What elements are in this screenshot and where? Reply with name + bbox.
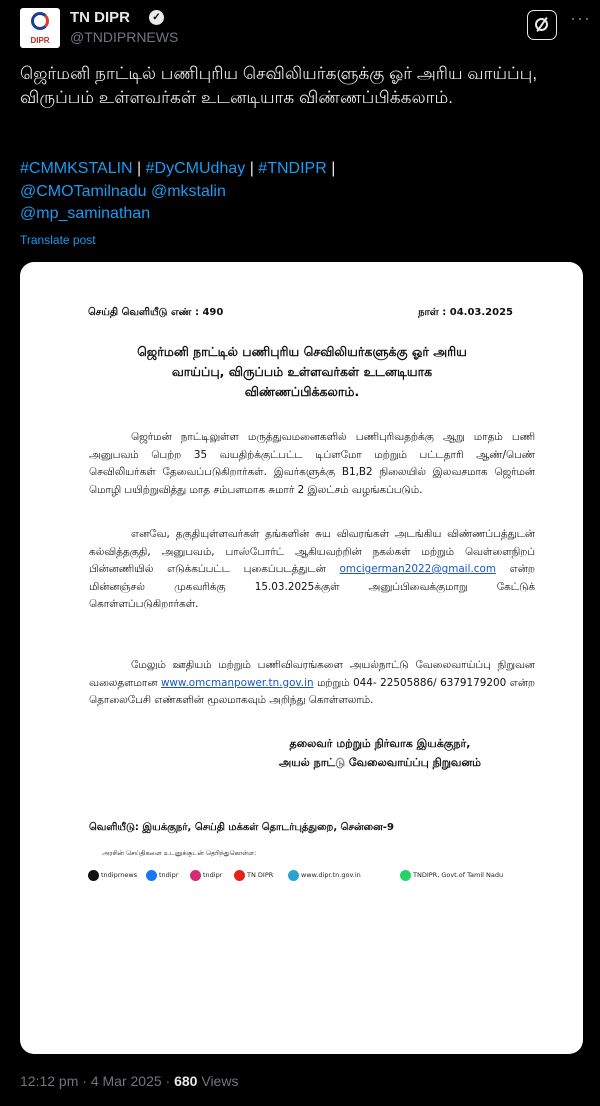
social-label: TNDIPR, Govt.of Tamil Nadu [413, 871, 504, 879]
separator: | [326, 160, 336, 177]
paragraph-text: ஜெர்மன் நாட்டிலுள்ள மருத்துவமனைகளில் பணிபுரிவதற்க்கு ஆறு மாதம் பணி அனுபவம் பெற்ற 35 வயதிற்க்குட்பட்ட டிப்ளமோ மற்றும் பட்டதாரி ஆண்/பெண் செவிலியர்கள் தேவைப்படுகிறார்கள். இவர்களுக்கு B1,B2 நிலையில் இலவசமாக ஜெர்மன் மொழி பயிற்றுவித்து மாத சம்பளமாக சுமார் 2 இலட்சம் வழங்கப்படும். [89, 431, 535, 496]
views-label: Views [197, 1073, 239, 1089]
title-line: ஜெர்மனி நாட்டில் பணிபுரிய செவிலியர்களுக்கு ஓர் அரிய [137, 344, 467, 359]
paragraph-3 [89, 657, 535, 710]
views-count: 680 [174, 1073, 198, 1089]
title-line: விண்ணப்பிக்கலாம். [244, 384, 360, 399]
social-x [88, 867, 137, 883]
email-link: omcigerman2022@gmail.com [339, 563, 496, 575]
author-handle[interactable]: @TNDIPRNEWS [70, 29, 179, 45]
paragraph-text: மற்றும் 044- 22505886/ 6379179200 என்ற தொலைபேசி எண்களின் மூலமாகவும் அறிந்து கொள்ளலாம். [89, 676, 535, 706]
paragraph-text: என்ற மின்னஞ்சல் முகவரிக்கு 15.03.2025க்குள் அனுப்பிவைக்குமாறு கேட்டுக் கொள்ளப்படுகிறார்கள். [89, 563, 536, 610]
post-meta [20, 1073, 238, 1089]
dipr-logo-icon [31, 12, 49, 30]
social-youtube [234, 867, 273, 883]
social-label: www.dipr.tn.gov.in [301, 871, 361, 879]
separator: | [132, 160, 146, 177]
hashtag-dycmudhay[interactable]: #DyCMUdhay [145, 160, 246, 177]
whatsapp-icon [400, 870, 411, 881]
document-title [92, 342, 512, 402]
translate-post-link[interactable]: Translate post [20, 233, 96, 247]
hashtag-cmmkstalin[interactable]: #CMMKSTALIN [20, 160, 133, 177]
post-image[interactable] [20, 262, 583, 1054]
instagram-icon [190, 870, 201, 881]
separator: | [245, 160, 259, 177]
press-release-document [20, 262, 583, 1054]
post-header [20, 6, 591, 50]
globe-icon [288, 870, 299, 881]
grok-button[interactable] [527, 10, 557, 40]
mention-mkstalin[interactable]: @mkstalin [150, 182, 226, 200]
social-label: tndipr [203, 871, 223, 879]
signature-line: தலைவர் மற்றும் நிர்வாக இயக்குநர், [289, 737, 471, 750]
author-name[interactable]: TN DIPR [70, 9, 130, 26]
social-label: tndiprnews [101, 871, 138, 879]
release-date: நாள் : 04.03.2025 [418, 307, 513, 318]
title-line: வாய்ப்பு, விருப்பம் உள்ளவர்கள் உடனடியாக [171, 364, 433, 379]
post-time[interactable]: 12:12 pm [20, 1073, 79, 1089]
separator: · [78, 1073, 91, 1089]
avatar[interactable] [20, 8, 60, 48]
mention-mp-saminathan[interactable]: @mp_saminathan [20, 205, 151, 222]
youtube-icon [234, 870, 245, 881]
follow-text: அரசின் செய்திகளை உடனுக்குடன் தெரிந்துகொள்ள: [102, 849, 257, 857]
social-label: TN DIPR [247, 871, 274, 879]
facebook-icon [146, 870, 157, 881]
verified-badge-icon: ✓ [149, 10, 164, 25]
avatar-text: DIPR [30, 36, 50, 45]
mention-cmotamilnadu[interactable]: @CMOTamilnadu [20, 182, 147, 200]
release-number: செய்தி வெளியீடு எண் : 490 [88, 307, 224, 318]
signature-line: அயல் நாட்டு வேலைவாய்ப்பு நிறுவனம் [279, 756, 481, 769]
social-facebook [146, 867, 178, 883]
more-options-button[interactable]: ··· [570, 8, 591, 28]
social-web [288, 867, 361, 883]
paragraph-text: மேலும் ஊதியம் மற்றும் பணிவிவரங்களை அயல்நாட்டு வேலைவாய்ப்பு நிறுவன வலைதளமான [89, 659, 535, 689]
post-date[interactable]: 4 Mar 2025 [90, 1073, 162, 1089]
website-link: www.omcmanpower.tn.gov.in [160, 676, 314, 689]
post-text: ஜெர்மனி நாட்டில் பணிபுரிய செவிலியர்களுக்கு ஓர் அரிய வாய்ப்பு, விருப்பம் உள்ளவர்கள் உடனடியாக விண்ணப்பிக்கலாம். [20, 64, 538, 107]
post-hashtags [20, 158, 560, 226]
social-whatsapp [400, 867, 503, 883]
paragraph-text: எனவே, தகுதியுள்ளவர்கள் தங்களின் சுய விவரங்கள் அடங்கிய விண்ணப்பத்துடன் கல்வித்தகுதி, அனுபவம், பாஸ்போர்ட் ஆகியவற்றின் நகல்கள் மற்றும் வெள்ளைநிறப் பின்னணியில் எடுக்கப்பட்ட புகைப்படத்துடன் [89, 528, 535, 575]
social-label: tndipr [159, 871, 179, 879]
paragraph-1 [89, 429, 535, 499]
social-links [88, 867, 528, 883]
grok-icon [535, 18, 548, 31]
x-icon [88, 870, 99, 881]
paragraph-2 [89, 526, 535, 614]
separator: · [161, 1073, 175, 1089]
social-instagram [190, 867, 222, 883]
release-by: வெளியீடு: இயக்குநர், செய்தி மக்கள் தொடர்புத்துறை, சென்னை-9 [89, 822, 394, 833]
signature-block [250, 734, 510, 772]
hashtag-tndipr[interactable]: #TNDIPR [258, 160, 327, 177]
